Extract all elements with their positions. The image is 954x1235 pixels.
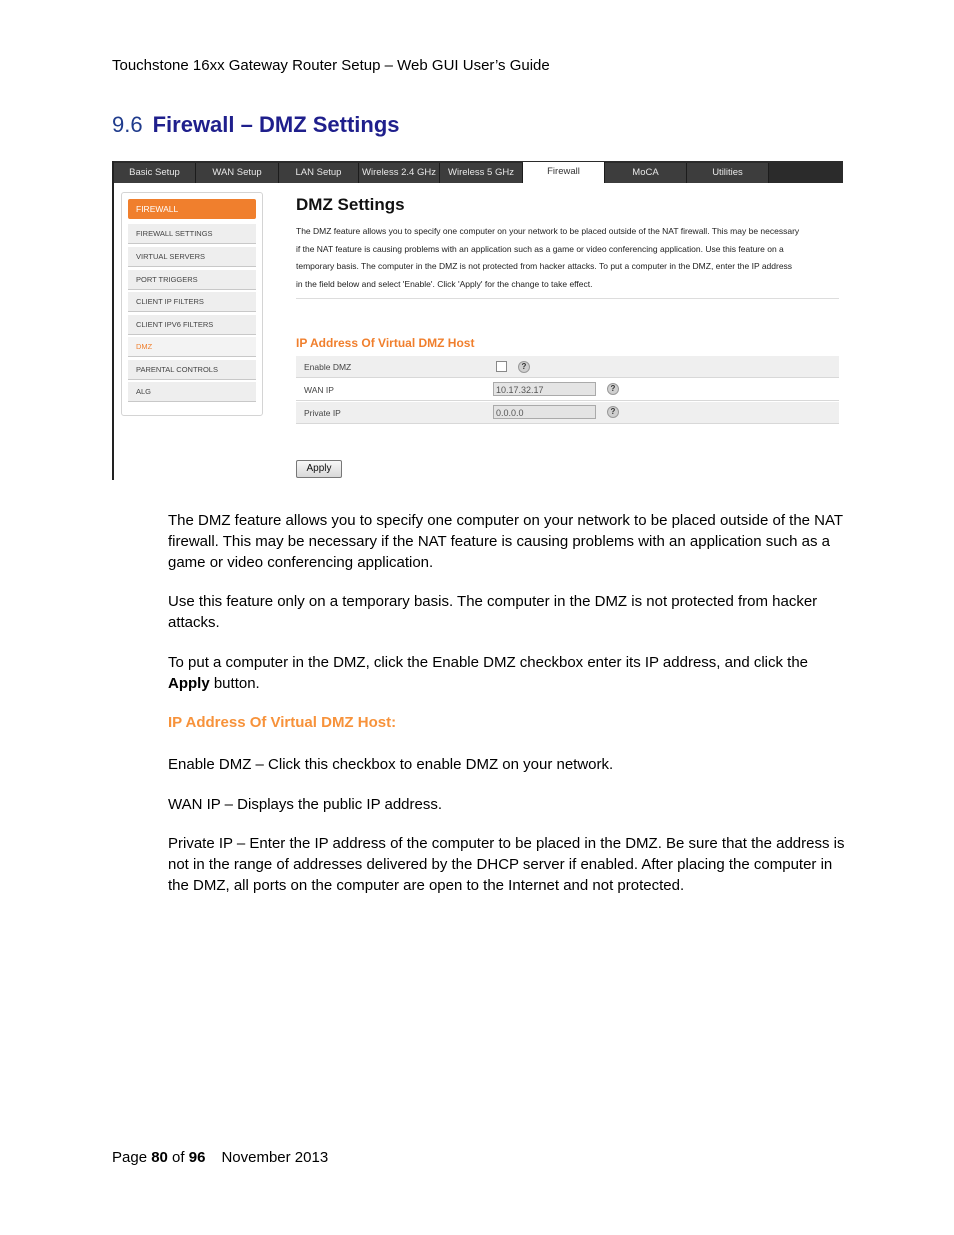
- sidebar-heading: FIREWALL: [128, 199, 256, 219]
- description-line: The DMZ feature allows you to specify one computer on your network to be placed outside of the NAT firewall. This may be necessary: [296, 226, 800, 236]
- tab-utilities[interactable]: Utilities: [687, 163, 769, 183]
- paragraph-text: To put a computer in the DMZ, click the Enable DMZ checkbox enter its IP address, and click the: [168, 654, 809, 671]
- tab-lan-setup[interactable]: LAN Setup: [279, 163, 359, 183]
- top-tab-bar: [112, 161, 843, 183]
- help-icon[interactable]: ?: [607, 383, 619, 395]
- sidebar-item-dmz[interactable]: DMZ: [128, 337, 256, 357]
- enable-dmz-label: Enable DMZ: [304, 362, 352, 372]
- item-enable-dmz: Enable DMZ – Click this checkbox to enable DMZ on your network.: [168, 756, 614, 773]
- item-wan-ip: WAN IP – Displays the public IP address.: [168, 796, 443, 813]
- private-ip-label: Private IP: [304, 408, 341, 418]
- tab-wan-setup[interactable]: WAN Setup: [196, 163, 279, 183]
- wan-ip-label: WAN IP: [304, 385, 334, 395]
- description-line: in the field below and select 'Enable'. Click 'Apply' for the change to take effect.: [296, 278, 593, 289]
- gui-screenshot: [112, 161, 843, 480]
- enable-dmz-row: [296, 356, 839, 378]
- section-title: Firewall – DMZ Settings: [152, 112, 400, 137]
- sidebar-item-client-ipv6-filters[interactable]: CLIENT IPV6 FILTERS: [128, 315, 256, 335]
- tab-firewall[interactable]: Firewall: [523, 162, 605, 183]
- footer-page-prefix: Page: [112, 1149, 152, 1166]
- page-footer: [112, 1149, 328, 1166]
- wan-ip-field: 10.17.32.17: [493, 382, 596, 396]
- apply-button[interactable]: Apply: [296, 460, 342, 478]
- description-line: temporary basis. The computer in the DMZ is not protected from hacker attacks. To put a computer in the DMZ, enter the IP address: [296, 261, 793, 271]
- enable-dmz-checkbox[interactable]: [496, 361, 507, 372]
- help-icon[interactable]: ?: [518, 361, 530, 373]
- apply-emphasis: Apply: [168, 675, 210, 692]
- body-paragraph-2: Use this feature only on a temporary basis. The computer in the DMZ is not protected from hacker attacks.: [168, 593, 818, 631]
- item-private-ip: Private IP – Enter the IP address of the computer to be placed in the DMZ. Be sure that the address is not in the range of addresses delivered by the DHCP server if enabled. After placing the computer in the DMZ, all ports on the computer are open to the Internet and not protected.: [168, 835, 845, 894]
- body-subheading: IP Address Of Virtual DMZ Host:: [168, 714, 397, 731]
- sidebar-item-firewall-settings[interactable]: FIREWALL SETTINGS: [128, 224, 256, 244]
- paragraph-text: button.: [209, 675, 260, 692]
- divider: [296, 298, 839, 299]
- tab-wireless-24[interactable]: Wireless 2.4 GHz: [359, 163, 440, 183]
- sidebar-item-parental-controls[interactable]: PARENTAL CONTROLS: [128, 360, 256, 380]
- footer-page-total: 96: [188, 1149, 206, 1166]
- description-line: if the NAT feature is causing problems with an application such as a game or video conferencing application. Use this feature on a: [296, 243, 784, 254]
- section-heading: [112, 112, 400, 138]
- footer-date: November 2013: [221, 1149, 329, 1166]
- sidebar-item-alg[interactable]: ALG: [128, 382, 256, 402]
- help-icon[interactable]: ?: [607, 406, 619, 418]
- screenshot-left-border: [112, 161, 114, 480]
- sidebar-item-client-ip-filters[interactable]: CLIENT IP FILTERS: [128, 292, 256, 312]
- section-number: 9.6: [112, 112, 143, 137]
- panel-description: [296, 223, 841, 293]
- body-paragraph-1: The DMZ feature allows you to specify one computer on your network to be placed outside of the NAT firewall. This may be necessary if the NAT feature is causing problems with an application such as a game or video conferencing application.: [168, 512, 843, 571]
- tab-basic-setup[interactable]: Basic Setup: [114, 163, 196, 183]
- footer-of: of: [167, 1149, 189, 1166]
- sidebar: [121, 192, 263, 416]
- dmz-host-subheading: IP Address Of Virtual DMZ Host: [296, 336, 475, 350]
- tab-moca[interactable]: MoCA: [605, 163, 687, 183]
- tab-wireless-5[interactable]: Wireless 5 GHz: [440, 163, 523, 183]
- running-header: Touchstone 16xx Gateway Router Setup – Web GUI User’s Guide: [112, 57, 550, 74]
- footer-page-number: 80: [151, 1149, 168, 1166]
- wan-ip-row: [296, 379, 839, 401]
- private-ip-field[interactable]: 0.0.0.0: [493, 405, 596, 419]
- private-ip-row: [296, 402, 839, 424]
- body-paragraph-3: [168, 652, 848, 694]
- panel-title: DMZ Settings: [296, 195, 405, 214]
- sidebar-item-virtual-servers[interactable]: VIRTUAL SERVERS: [128, 247, 256, 267]
- sidebar-item-port-triggers[interactable]: PORT TRIGGERS: [128, 270, 256, 290]
